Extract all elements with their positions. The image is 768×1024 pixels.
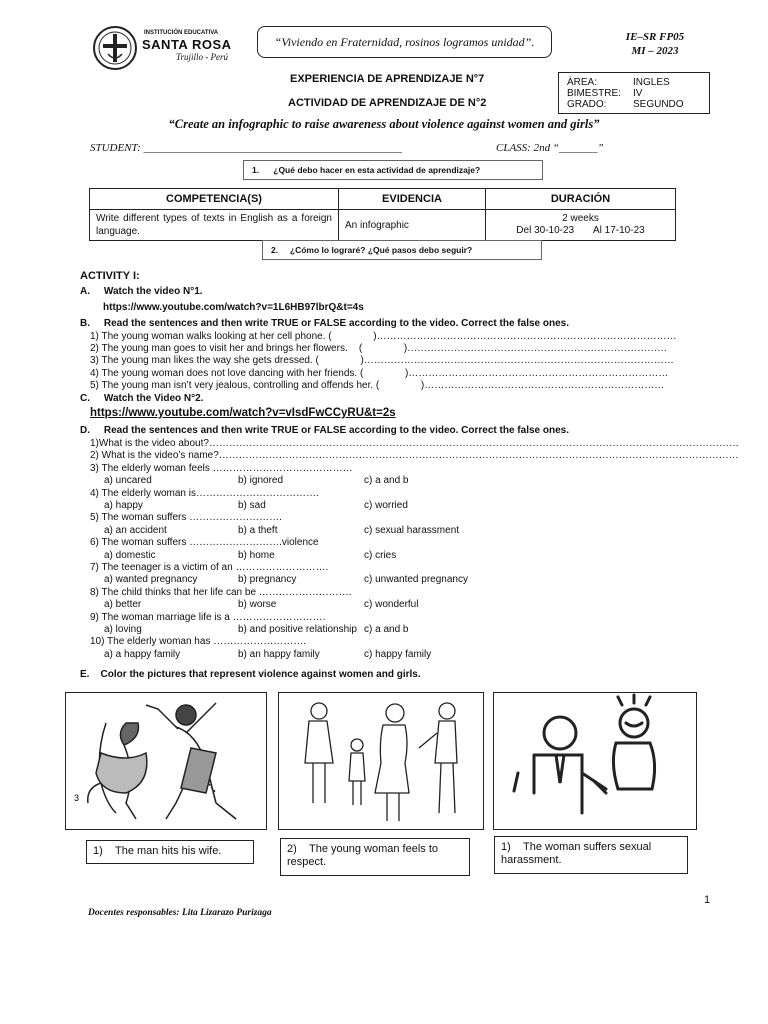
question-callout-2 (262, 240, 542, 260)
duracion-dates: Del 30-10-23 Al 17-10-23 (516, 225, 645, 236)
grado-value: SEGUNDO (633, 99, 684, 110)
mc-question: 4) The elderly woman is………………………………. (90, 487, 319, 499)
header-competencia: COMPETENCIA(S) (90, 189, 339, 210)
picture-family-scene (278, 692, 484, 830)
mc-options (80, 500, 680, 512)
bimestre-value: IV (633, 88, 643, 99)
mc-question: 6) The woman suffers ……………………….violence (90, 537, 319, 549)
grado-label: GRADO: (567, 99, 607, 110)
mc-question: 7) The teenager is a victim of an ………………………. (90, 561, 329, 573)
code-line2: MI – 2023 (631, 45, 679, 57)
mc-options (80, 624, 680, 636)
section-a-title: A. Watch the video N°1. (80, 286, 203, 298)
mc-options (80, 475, 680, 487)
mc-option-c[interactable]: c) cries (364, 549, 397, 561)
mc-option-b[interactable]: b) a theft (238, 524, 278, 536)
b-item: 5) The young man isn’t very jealous, controlling and offends her. ( )……………………………………………………………… (90, 380, 665, 392)
caption-1 (86, 840, 254, 864)
school-name: SANTA ROSA (142, 37, 232, 52)
mc-option-c[interactable]: c) a and b (364, 623, 409, 635)
question-callout-1 (243, 160, 543, 180)
motto-text: “Viviendo en Fraternidad, rosinos logramos unidad”. (274, 34, 535, 49)
activity-heading: ACTIVITY I: (80, 270, 140, 282)
mc-option-c[interactable]: c) happy family (364, 648, 432, 660)
video-1-link[interactable]: https://www.youtube.com/watch?v=1L6HB97lbrQ&t=4s (103, 301, 364, 313)
section-d-title: D. Read the sentences and then write TRUE or FALSE according to the video. Correct the false ones. (80, 425, 569, 437)
experience-title: EXPERIENCIA DE APRENDIZAJE N°7 (290, 73, 485, 85)
pic1-number: 3 (74, 793, 80, 803)
mc-option-a[interactable]: a) loving (104, 623, 142, 635)
mc-question: 9) The woman marriage life is a ………………………. (90, 611, 326, 623)
duracion-cell (486, 210, 676, 241)
mc-option-c[interactable]: c) worried (364, 499, 408, 511)
mc-option-b[interactable]: b) an happy family (238, 648, 320, 660)
competence-table (89, 188, 676, 241)
section-e-title: E. Color the pictures that represent violence against women and girls. (80, 669, 421, 681)
teachers-line: Docentes responsables: Lita Lizarazo Purizaga (88, 908, 272, 918)
mc-options (80, 574, 680, 586)
caption-3-number: 1) (501, 841, 511, 853)
caption-2 (280, 838, 470, 876)
mc-question: 10) The elderly woman has ………………………. (90, 636, 306, 648)
mc-question: 3) The elderly woman feels …………………………………… (90, 462, 353, 474)
mc-option-a[interactable]: a) happy (104, 499, 143, 511)
mc-option-a[interactable]: a) domestic (104, 549, 156, 561)
code-line1: IE–SR FP05 (625, 31, 685, 43)
mc-question: 8) The child thinks that her life can be ………………………. (90, 586, 352, 598)
picture-domestic-violence (65, 692, 267, 830)
activity-section (80, 270, 739, 682)
caption-1-number: 1) (93, 845, 103, 857)
mc-options (80, 599, 680, 611)
caption-1-text: The man hits his wife. (115, 845, 222, 857)
mc-option-c[interactable]: c) a and b (364, 475, 409, 487)
mc-option-a[interactable]: a) better (104, 599, 142, 611)
school-city: Trujillo - Perú (176, 52, 229, 62)
d-question-1: 1)What is the video about?…………………………………………………………………………………………………………………………………………… (90, 437, 739, 449)
mc-option-b[interactable]: b) home (238, 549, 275, 561)
activity-quote: “Create an infographic to raise awareness about violence against women and girls” (168, 117, 600, 131)
picture-harassment (493, 692, 697, 830)
b-item: 4) The young woman does not love dancing with her friends. ( )…………………………………………………………………… (90, 367, 669, 379)
mc-options (80, 525, 680, 537)
area-label: ÀREA: (567, 77, 598, 88)
mc-option-a[interactable]: a) uncared (104, 475, 152, 487)
header-duracion: DURACIÓN (486, 189, 676, 210)
student-field[interactable]: STUDENT: _______________________________________________ (90, 142, 402, 154)
school-line1: INSTITUCIÓN EDUCATIVA (144, 30, 219, 36)
mc-option-a[interactable]: a) wanted pregnancy (104, 574, 198, 586)
d-questions-list (80, 463, 680, 662)
page-number: 1 (704, 894, 711, 906)
area-value: INGLES (633, 77, 670, 88)
b-item: 2) The young man goes to visit her and brings her flowers. ( )…………………………………………………………………… (90, 343, 668, 355)
mc-option-b[interactable]: b) ignored (238, 475, 284, 487)
mc-option-a[interactable]: a) a happy family (104, 648, 181, 660)
mc-option-b[interactable]: b) and positive relationship (238, 623, 357, 635)
info-box (558, 72, 710, 114)
b-item: 1) The young woman walks looking at her cell phone. ( )……………………………………………………………………………… (90, 330, 677, 342)
b-item: 3) The young man likes the way she gets dressed. ( )………………………………………………………………………………… (90, 355, 674, 367)
class-field[interactable]: CLASS: 2nd “_______” (496, 142, 604, 154)
bimestre-label: BIMESTRE: (567, 88, 621, 99)
document-code (600, 30, 710, 58)
mc-option-c[interactable]: c) unwanted pregnancy (364, 574, 468, 586)
mc-options (80, 550, 680, 562)
duracion-weeks: 2 weeks (562, 213, 599, 224)
evidencia-cell: An infographic (339, 210, 486, 241)
caption-2-number: 2) (287, 843, 297, 855)
mc-option-c[interactable]: c) wonderful (364, 599, 419, 611)
header-evidencia: EVIDENCIA (339, 189, 486, 210)
mc-option-c[interactable]: c) sexual harassment (364, 524, 460, 536)
mc-option-b[interactable]: b) sad (238, 499, 266, 511)
video-2-link[interactable]: https://www.youtube.com/watch?v=vIsdFwCCyRU&t=2s (90, 407, 396, 420)
mc-option-b[interactable]: b) worse (238, 599, 277, 611)
section-c-title: C. Watch the Video N°2. (80, 392, 204, 404)
caption-3-text: The woman suffers sexual harassment. (501, 841, 652, 866)
section-b-title: B. Read the sentences and then write TRUE or FALSE according to the video. Correct the false ones. (80, 318, 569, 330)
caption-3 (494, 836, 688, 874)
mc-option-b[interactable]: b) pregnancy (238, 574, 297, 586)
caption-2-text: The young woman feels to respect. (287, 843, 439, 868)
d-question-2: 2) What is the video’s name?………………………………………………………………………………………………………………………………………… (90, 450, 739, 462)
activity-title: ACTIVIDAD DE APRENDIZAJE DE N°2 (288, 97, 487, 109)
mc-option-a[interactable]: a) an accident (104, 524, 167, 536)
mc-options (80, 649, 680, 661)
competencia-cell: Write different types of texts in English as a foreign language. (90, 210, 339, 241)
question-2-text: 2. ¿Cómo lo lograré? ¿Qué pasos debo seguir? (271, 245, 473, 255)
motto-box (257, 26, 552, 58)
mc-question: 5) The woman suffers ………………………. (90, 512, 282, 524)
question-1-text: 1. ¿Qué debo hacer en esta actividad de aprendizaje? (252, 165, 481, 175)
